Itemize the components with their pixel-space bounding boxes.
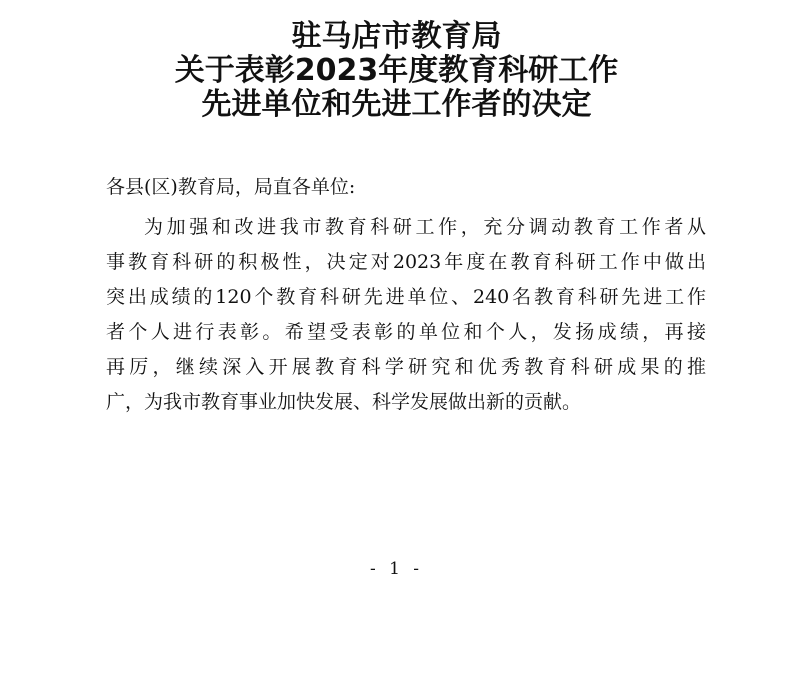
body-line-4: 者个人进行表彰。希望受表彰的单位和个人，发扬成绩，再接 [106, 321, 706, 343]
title-line-1: 驻马店市教育局 [291, 19, 502, 54]
body-line-2: 事教育科研的积极性，决定对2023年度在教育科研工作中做出 [106, 251, 706, 273]
page-number: - 1 - [369, 559, 424, 579]
body-line-5: 再厉，继续深入开展教育科学研究和优秀教育科研成果的推 [106, 356, 706, 378]
body-line-3: 突出成绩的120个教育科研先进单位、240名教育科研先进工作 [106, 286, 706, 308]
body-line-1: 为加强和改进我市教育科研工作，充分调动教育工作者从 [144, 216, 706, 238]
title-line-2: 关于表彰2023年度教育科研工作 [174, 53, 619, 88]
body-paragraph [106, 210, 706, 420]
document-title [0, 20, 793, 122]
salutation: 各县(区)教育局，局直各单位: [106, 176, 356, 198]
title-line-3: 先进单位和先进工作者的决定 [201, 87, 592, 122]
body-line-6: 广，为我市教育事业加快发展、科学发展做出新的贡献。 [106, 391, 582, 413]
